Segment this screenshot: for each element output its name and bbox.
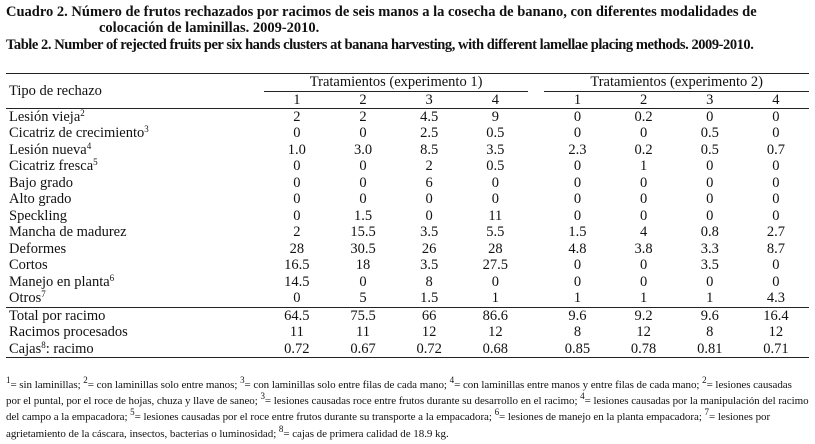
value-cell: 12	[768, 324, 784, 341]
footnote-text: = con laminillas entre manos y entre filas de cada mano;	[454, 379, 703, 391]
value-cell: 0	[573, 125, 582, 142]
value-cell: 0	[706, 207, 714, 224]
table-row	[6, 341, 809, 358]
footnote-number: 7	[704, 407, 709, 418]
value-cell: 64.5	[264, 307, 330, 324]
caption-label-es: Cuadro 2.	[6, 4, 68, 20]
value-cell: 11	[488, 207, 503, 224]
value-cell: 0	[573, 257, 582, 274]
value-cell: 2	[359, 108, 367, 125]
value-cell: 0	[425, 191, 433, 208]
value-cell: 11	[356, 324, 370, 341]
row-label	[6, 290, 264, 307]
row-label	[6, 224, 264, 241]
value-cell: 66	[396, 307, 462, 324]
value-cell: 2	[293, 224, 301, 241]
value-cell: 0	[639, 207, 648, 224]
row-label-text: Total por racimo	[9, 307, 106, 324]
treatment-header: 2	[330, 91, 396, 108]
caption-text-es-line1: Número de frutos rechazados por racimos de seis manos a la cosecha de banano, con diferentes modalidades de	[71, 4, 757, 20]
value-cell: 0	[706, 108, 714, 125]
value-cell: 0	[425, 207, 433, 224]
row-label	[6, 341, 264, 358]
group-gap	[528, 224, 544, 241]
value-cell: 0	[573, 191, 582, 208]
value-cell: 8.5	[420, 141, 439, 158]
footnote-number: 3	[240, 375, 245, 385]
value-cell: 3.3	[700, 240, 719, 257]
row-label-text: Mancha de madurez	[9, 224, 127, 241]
value-cell: 0	[359, 174, 367, 191]
value-cell: 30.5	[350, 240, 376, 257]
value-cell: 0.71	[743, 341, 809, 358]
value-cell: 2.7	[766, 224, 785, 241]
value-cell: 1	[639, 290, 648, 307]
value-cell: 3.0	[353, 141, 373, 158]
group-gap	[528, 274, 544, 291]
row-label	[6, 241, 264, 258]
value-cell: 0.8	[700, 224, 719, 241]
value-cell: 0	[772, 174, 780, 191]
footnote-text: = cajas de primera calidad de 18.9 kg.	[283, 427, 449, 440]
value-cell: 0.68	[462, 341, 528, 358]
value-cell: 12	[421, 324, 437, 341]
rejection-table	[6, 73, 809, 358]
value-cell: 0	[573, 174, 582, 191]
group-gap	[528, 142, 544, 159]
value-cell: 0.5	[700, 125, 719, 142]
row-label	[6, 191, 264, 208]
footnote-text: = lesiones causadas por la manipulación del racimo del campo a la empacadora;	[6, 395, 809, 424]
table-row	[6, 191, 809, 208]
value-cell: 0	[772, 125, 780, 142]
value-cell: 0	[706, 158, 714, 175]
value-cell: 0	[359, 125, 367, 142]
footnotes	[6, 377, 809, 442]
value-cell: 9.6	[677, 307, 743, 324]
value-cell: 0.72	[264, 341, 330, 358]
group-gap	[528, 307, 544, 324]
row-label-text: Racimos procesados	[9, 324, 128, 341]
row-label-text: Cicatriz de crecimiento	[9, 125, 145, 142]
row-label-text: Otros	[9, 290, 42, 307]
row-label	[6, 142, 264, 159]
footnote-marker: 6	[109, 272, 115, 283]
caption-spanish	[6, 4, 809, 36]
value-cell: 0	[573, 158, 582, 175]
footnote-text: = con laminillas solo entre manos;	[87, 379, 241, 391]
value-cell: 28	[289, 240, 305, 257]
value-cell: 0	[293, 158, 301, 175]
value-cell: 27.5	[482, 257, 509, 274]
value-cell: 2	[293, 108, 301, 125]
value-cell: 0	[706, 191, 714, 208]
row-label-text: Lesión nueva	[9, 141, 87, 158]
table-row	[6, 208, 809, 225]
group-header-exp1: Tratamientos (experimento 1)	[264, 74, 529, 92]
value-cell: 9	[491, 108, 499, 125]
footnote-number: 4	[580, 391, 585, 402]
value-cell: 1.5	[353, 207, 373, 224]
value-cell: 0.72	[396, 341, 462, 358]
value-cell: 0	[706, 273, 714, 290]
treatment-header: 2	[611, 91, 677, 108]
footnote-number: 6	[494, 407, 500, 418]
value-cell: 4.5	[420, 108, 439, 125]
value-cell: 0	[772, 108, 780, 125]
value-cell: 0.5	[486, 158, 505, 175]
footnote-number: 3	[260, 391, 265, 402]
value-cell: 0	[772, 158, 780, 175]
value-cell: 0.2	[634, 141, 653, 158]
value-cell: 16.4	[743, 307, 809, 324]
footnote-number: 1	[6, 375, 11, 385]
footnote-number: 8	[278, 423, 284, 434]
row-label	[6, 324, 264, 341]
value-cell: 0	[293, 207, 301, 224]
value-cell: 1	[573, 290, 582, 307]
value-cell: 1	[491, 290, 499, 307]
value-cell: 1	[706, 290, 714, 307]
value-cell: 0	[639, 273, 648, 290]
footnote-number: 5	[130, 407, 135, 418]
group-gap	[528, 341, 544, 358]
row-label-text: Cortos	[9, 257, 48, 274]
table-row	[6, 224, 809, 241]
footnote-text: = lesiones por agrietamiento de la cáscara, insectos, bacterias o luminosidad;	[6, 411, 771, 440]
value-cell: 14.5	[284, 273, 310, 290]
value-cell: 9.2	[611, 307, 677, 324]
value-cell: 2.5	[420, 125, 439, 142]
value-cell: 0.5	[486, 125, 505, 142]
value-cell: 0	[491, 174, 499, 191]
value-cell: 0.67	[330, 341, 396, 358]
row-label-text: Bajo grado	[9, 174, 74, 191]
value-cell: 0	[491, 191, 499, 208]
group-gap	[528, 324, 544, 341]
footnote-text: = lesiones causadas por el roce entre frutos durante su transporte a la empacadora;	[134, 411, 495, 424]
footnote-number: 4	[449, 375, 455, 385]
value-cell: 0.5	[700, 141, 719, 158]
caption-text-es-line2: colocación de laminillas. 2009-2010.	[99, 20, 320, 36]
value-cell: 8	[573, 324, 582, 341]
value-cell: 0.7	[766, 141, 785, 158]
header-row-groups	[6, 74, 809, 92]
row-label	[6, 175, 264, 192]
group-header-exp2: Tratamientos (experimento 2)	[544, 74, 809, 92]
value-cell: 0.78	[611, 341, 677, 358]
value-cell: 0	[359, 191, 367, 208]
footnote-marker: 5	[93, 157, 98, 168]
value-cell: 1	[639, 158, 648, 175]
value-cell: 0	[639, 125, 648, 142]
value-cell: 5.5	[486, 224, 505, 241]
footnote-text: = lesiones causadas roce entre frutos durante su desarrollo en el racimo;	[264, 395, 581, 408]
value-cell: 3.8	[634, 240, 653, 257]
footnote-marker: 7	[41, 289, 46, 300]
value-cell: 0	[639, 174, 648, 191]
treatment-header: 3	[677, 91, 743, 108]
row-label	[6, 257, 264, 274]
footnote-number: 2	[83, 375, 88, 385]
value-cell: 1.5	[420, 290, 439, 307]
row-label	[6, 108, 264, 125]
table-row	[6, 307, 809, 324]
value-cell: 8	[706, 324, 714, 341]
value-cell: 0	[359, 273, 367, 290]
row-label-text: Speckling	[9, 207, 67, 224]
value-cell: 0.2	[634, 108, 653, 125]
value-cell: 4.3	[766, 290, 785, 307]
value-cell: 12	[636, 324, 651, 341]
table-row	[6, 324, 809, 341]
value-cell: 0	[639, 191, 648, 208]
row-label	[6, 125, 264, 142]
value-cell: 0	[772, 273, 780, 290]
value-cell: 11	[289, 324, 304, 341]
table-row	[6, 175, 809, 192]
group-gap	[528, 191, 544, 208]
row-header: Tipo de rechazo	[6, 74, 264, 109]
value-cell: 15.5	[350, 224, 376, 241]
value-cell: 0	[772, 191, 780, 208]
group-gap	[528, 91, 544, 108]
row-label-suffix: : racimo	[45, 340, 94, 357]
value-cell: 3.5	[700, 257, 719, 274]
value-cell: 1.5	[568, 224, 587, 241]
treatment-header: 4	[743, 91, 809, 108]
table-row	[6, 257, 809, 274]
value-cell: 0	[293, 191, 301, 208]
value-cell: 0	[706, 174, 714, 191]
value-cell: 16.5	[284, 257, 310, 274]
value-cell: 0	[293, 125, 301, 142]
table-body	[6, 74, 809, 358]
caption-block	[6, 4, 809, 54]
treatment-header: 4	[462, 91, 528, 108]
value-cell: 8.7	[766, 240, 785, 257]
group-gap	[528, 290, 544, 307]
group-gap	[528, 257, 544, 274]
value-cell: 9.6	[544, 307, 610, 324]
treatment-header: 3	[396, 91, 462, 108]
row-label	[6, 158, 264, 175]
footnote-text: = lesiones de manejo en la planta empacadora;	[499, 411, 705, 424]
table-row	[6, 158, 809, 175]
group-gap	[528, 74, 544, 92]
value-cell: 8	[425, 273, 433, 290]
value-cell: 0	[772, 257, 780, 274]
value-cell: 86.6	[462, 307, 528, 324]
value-cell: 0	[772, 207, 780, 224]
footnote-marker: 8	[41, 339, 46, 350]
value-cell: 28	[488, 240, 503, 257]
footnote-text: = sin laminillas;	[10, 379, 84, 391]
treatment-header: 1	[264, 91, 330, 108]
group-gap	[528, 158, 544, 175]
group-gap	[528, 108, 544, 125]
table-row	[6, 274, 809, 291]
row-label	[6, 274, 264, 291]
value-cell: 2.3	[568, 141, 587, 158]
value-cell: 0	[293, 174, 301, 191]
row-label-text: Deformes	[9, 240, 67, 257]
footnote-number: 2	[702, 375, 707, 385]
table-row	[6, 108, 809, 125]
group-gap	[528, 241, 544, 258]
value-cell: 5	[359, 290, 367, 307]
footnote-text: = lesiones causadas por el puntal, por el roce de hojas, chuza y llave de saneo;	[6, 379, 792, 408]
value-cell: 4	[639, 224, 648, 241]
value-cell: 0.81	[677, 341, 743, 358]
group-gap	[528, 125, 544, 142]
row-label-text: Cajas	[9, 340, 42, 357]
value-cell: 6	[425, 174, 433, 191]
value-cell: 3.5	[420, 224, 439, 241]
table-row	[6, 142, 809, 159]
value-cell: 3.5	[486, 141, 505, 158]
value-cell: 4.8	[568, 240, 587, 257]
value-cell: 0	[573, 273, 582, 290]
value-cell: 0	[491, 273, 499, 290]
footnote-marker: 2	[80, 107, 85, 118]
caption-english: Table 2. Number of rejected fruits per six hands clusters at banana harvesting, with different lamellae placing methods. 2009-2010.	[6, 37, 754, 53]
group-gap	[528, 175, 544, 192]
value-cell: 2	[425, 158, 433, 175]
footnote-text: = con laminillas solo entre filas de cada mano;	[244, 379, 450, 391]
value-cell: 0	[293, 290, 301, 307]
value-cell: 0	[573, 207, 582, 224]
table-row	[6, 125, 809, 142]
value-cell: 0	[359, 158, 367, 175]
value-cell: 0.85	[544, 341, 610, 358]
footnote-marker: 4	[86, 140, 92, 151]
row-label-text: Manejo en planta	[9, 273, 110, 290]
value-cell: 75.5	[330, 307, 396, 324]
value-cell: 0	[639, 257, 648, 274]
value-cell: 18	[355, 257, 371, 274]
row-label	[6, 307, 264, 324]
table-row	[6, 290, 809, 307]
value-cell: 12	[488, 324, 503, 341]
value-cell: 3.5	[420, 257, 439, 274]
row-label-text: Lesión vieja	[9, 108, 81, 125]
row-label	[6, 208, 264, 225]
treatment-header: 1	[544, 91, 610, 108]
row-label-text: Alto grado	[9, 191, 72, 208]
value-cell: 26	[421, 240, 437, 257]
row-label-text: Cicatriz fresca	[9, 158, 94, 175]
group-gap	[528, 208, 544, 225]
value-cell: 0	[573, 108, 582, 125]
table-row	[6, 241, 809, 258]
value-cell: 1.0	[287, 141, 306, 158]
footnote-marker: 3	[144, 124, 149, 135]
